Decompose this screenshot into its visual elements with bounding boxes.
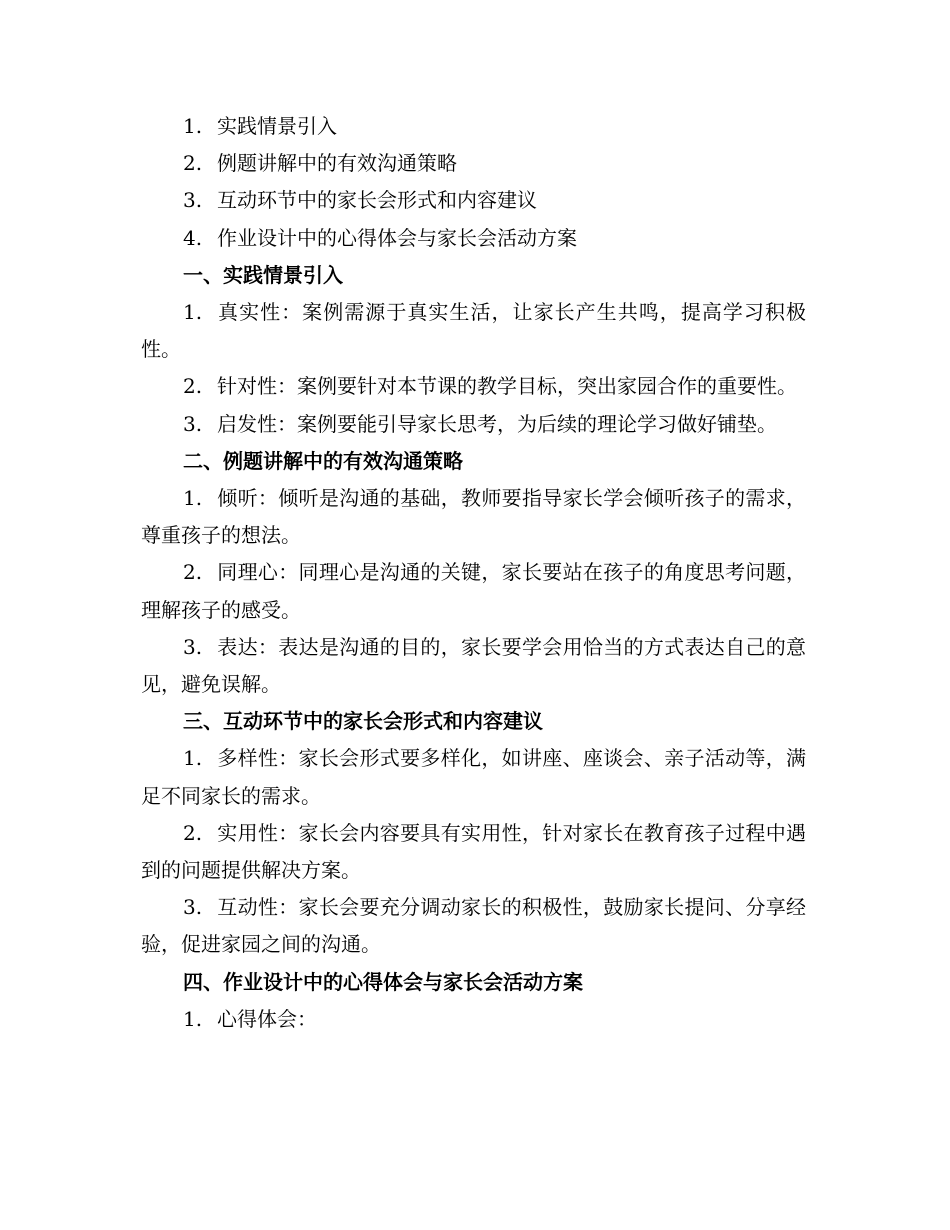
item-text: 互动性：家长会要充分调动家长的积极性，鼓励家长提问、分享经验，促进家园之间的沟通。 — [141, 895, 806, 957]
section-item — [141, 294, 806, 368]
item-number: 2. — [183, 151, 203, 176]
outline-item — [141, 182, 806, 219]
item-number: 3. — [183, 895, 203, 920]
item-number: 1. — [183, 746, 203, 771]
item-number: 1. — [183, 114, 203, 138]
section-item — [141, 554, 806, 628]
item-text: 表达：表达是沟通的目的，家长要学会用恰当的方式表达自己的意见，避免误解。 — [141, 634, 806, 697]
item-text: 作业设计中的心得体会与家长会活动方案 — [217, 225, 577, 250]
section-item — [141, 889, 806, 963]
item-text: 同理心：同理心是沟通的关键，家长要站在孩子的角度思考问题，理解孩子的感受。 — [141, 560, 806, 622]
section-item — [141, 480, 806, 554]
item-number: 1. — [183, 300, 203, 325]
item-text: 倾听：倾听是沟通的基础，教师要指导家长学会倾听孩子的需求，尊重孩子的想法。 — [141, 486, 806, 548]
item-text: 实践情景引入 — [217, 114, 337, 138]
item-text: 互动环节中的家长会形式和内容建议 — [217, 188, 537, 213]
item-number: 3. — [183, 411, 203, 436]
section-item — [141, 740, 806, 814]
document-body — [141, 108, 806, 1038]
item-number: 2. — [183, 820, 203, 845]
outline-item — [141, 145, 806, 182]
section-heading: 二、例题讲解中的有效沟通策略 — [183, 448, 463, 473]
section-heading: 三、互动环节中的家长会形式和内容建议 — [183, 709, 543, 734]
item-text: 实用性：家长会内容要具有实用性，针对家长在教育孩子过程中遇到的问题提供解决方案。 — [141, 820, 806, 883]
section-item — [141, 406, 806, 443]
item-text: 例题讲解中的有效沟通策略 — [217, 151, 457, 176]
item-number: 1. — [183, 486, 203, 511]
item-number: 2. — [183, 560, 203, 585]
item-number: 3. — [183, 634, 203, 659]
item-number: 4. — [183, 225, 203, 250]
item-text: 启发性：案例要能引导家长思考，为后续的理论学习做好铺垫。 — [217, 411, 777, 436]
item-text: 真实性：案例需源于真实生活，让家长产生共鸣，提高学习积极性。 — [141, 300, 806, 362]
outline-item — [141, 108, 806, 145]
section-item — [141, 368, 806, 405]
item-text: 多样性：家长会形式要多样化，如讲座、座谈会、亲子活动等，满足不同家长的需求。 — [141, 746, 806, 808]
section-item — [141, 629, 806, 703]
section-item — [141, 815, 806, 889]
outline-item — [141, 220, 806, 257]
section-heading: 一、实践情景引入 — [183, 262, 343, 287]
section-item — [141, 1001, 806, 1038]
item-number: 2. — [183, 374, 203, 399]
item-number: 1. — [183, 1006, 203, 1031]
item-number: 3. — [183, 188, 203, 213]
item-text: 心得体会： — [217, 1006, 317, 1031]
item-text: 针对性：案例要针对本节课的教学目标，突出家园合作的重要性。 — [217, 374, 797, 399]
section-heading: 四、作业设计中的心得体会与家长会活动方案 — [183, 969, 583, 994]
